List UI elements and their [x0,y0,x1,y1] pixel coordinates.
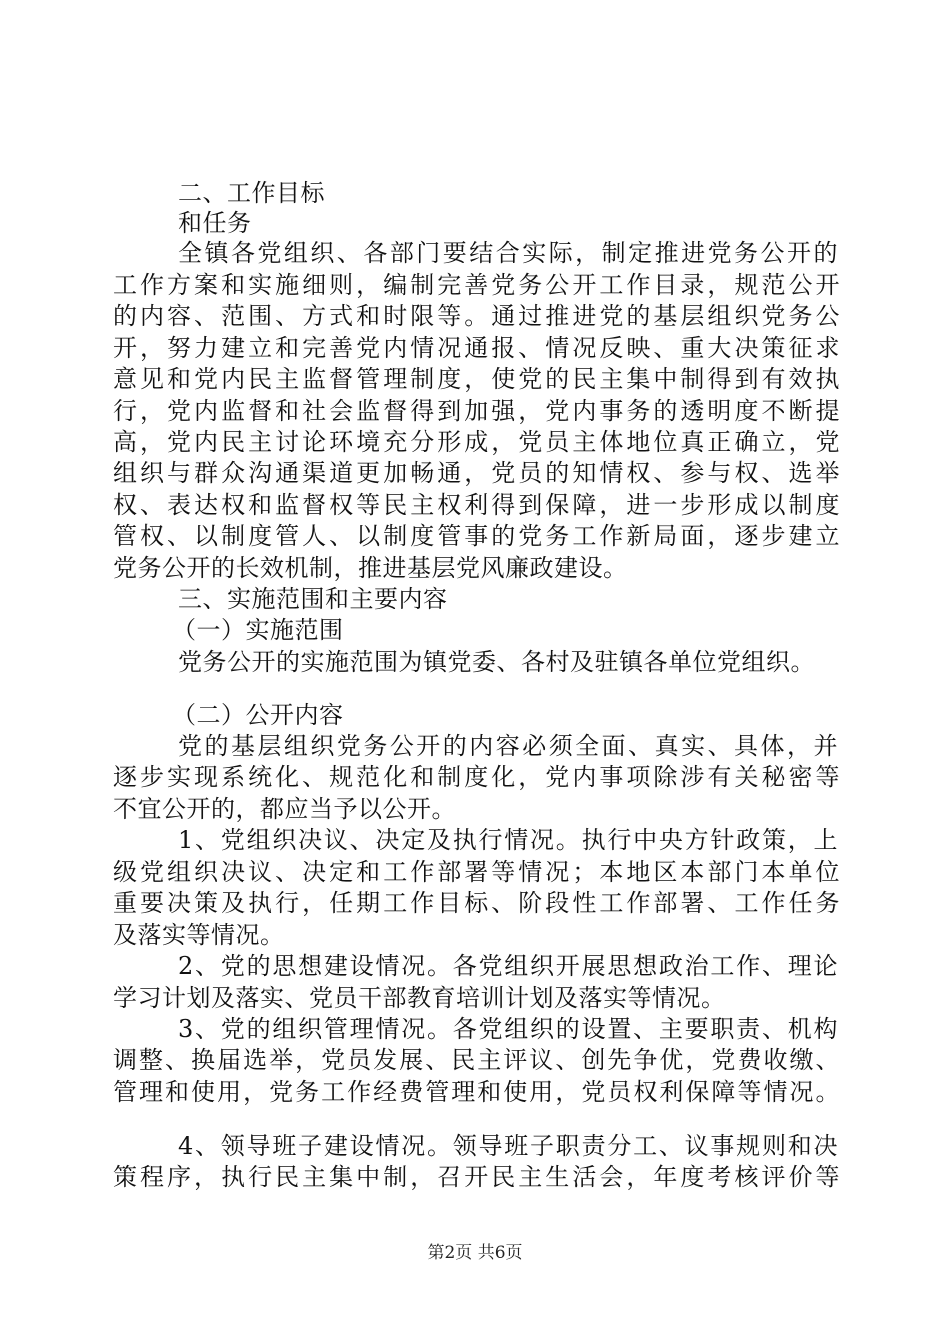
heading-work-goals-cont: 和任务 [178,209,252,237]
paragraph-line: 管权、以制度管人、以制度管事的党务工作新局面，逐步建立 [113,522,840,550]
paragraph-line: 党务公开的长效机制，推进基层党风廉政建设。 [113,554,628,582]
paragraph-line: 权、表达权和监督权等民主权利得到保障，进一步形成以制度 [113,491,840,519]
paragraph-line: 意见和党内民主监督管理制度，使党的民主集中制得到有效执 [113,365,840,393]
paragraph-line: 全镇各党组织、各部门要结合实际，制定推进党务公开的 [178,239,838,267]
heading-work-goals: 二、工作目标 [178,179,325,207]
paragraph-line: 逐步实现系统化、规范化和制度化，党内事项除涉有关秘密等 [113,763,840,791]
paragraph-line: 党务公开的实施范围为镇党委、各村及驻镇各单位党组织。 [178,648,815,676]
subheading-public-content: （二）公开内容 [172,701,344,729]
paragraph-line: 工作方案和实施细则，编制完善党务公开工作目录，规范公开 [113,271,840,299]
paragraph-line: 4、领导班子建设情况。领导班子职责分工、议事规则和决 [178,1132,838,1160]
paragraph-line: 的内容、范围、方式和时限等。通过推进党的基层组织党务公 [113,302,840,330]
paragraph-line: 1、党组织决议、决定及执行情况。执行中央方针政策，上 [178,826,838,854]
paragraph-line: 开，努力建立和完善党内情况通报、情况反映、重大决策征求 [113,334,840,362]
paragraph-line: 不宜公开的，都应当予以公开。 [113,795,456,823]
paragraph-line: 调整、换届选举，党员发展、民主评议、创先争优，党费收缴、 [113,1046,840,1074]
paragraph-line: 组织与群众沟通渠道更加畅通，党员的知情权、参与权、选举 [113,459,840,487]
paragraph-line: 管理和使用，党务工作经费管理和使用，党员权利保障等情况。 [113,1078,840,1106]
page-footer: 第2页 共6页 [427,1243,523,1263]
paragraph-line: 重要决策及执行，任期工作目标、阶段性工作部署、工作任务 [113,889,840,917]
paragraph-line: 行，党内监督和社会监督得到加强，党内事务的透明度不断提 [113,397,840,425]
subheading-scope: （一）实施范围 [172,616,344,644]
paragraph-line: 2、党的思想建设情况。各党组织开展思想政治工作、理论 [178,952,838,980]
heading-scope-content: 三、实施范围和主要内容 [178,585,448,613]
paragraph-line: 策程序，执行民主集中制，召开民主生活会，年度考核评价等 [113,1163,840,1191]
paragraph-line: 学习计划及落实、党员干部教育培训计划及落实等情况。 [113,984,726,1012]
paragraph-line: 级党组织决议、决定和工作部署等情况；本地区本部门本单位 [113,858,840,886]
paragraph-line: 党的基层组织党务公开的内容必须全面、真实、具体，并 [178,732,838,760]
paragraph-line: 高，党内民主讨论环境充分形成，党员主体地位真正确立，党 [113,428,840,456]
paragraph-line: 3、党的组织管理情况。各党组织的设置、主要职责、机构 [178,1015,838,1043]
paragraph-line: 及落实等情况。 [113,921,285,949]
